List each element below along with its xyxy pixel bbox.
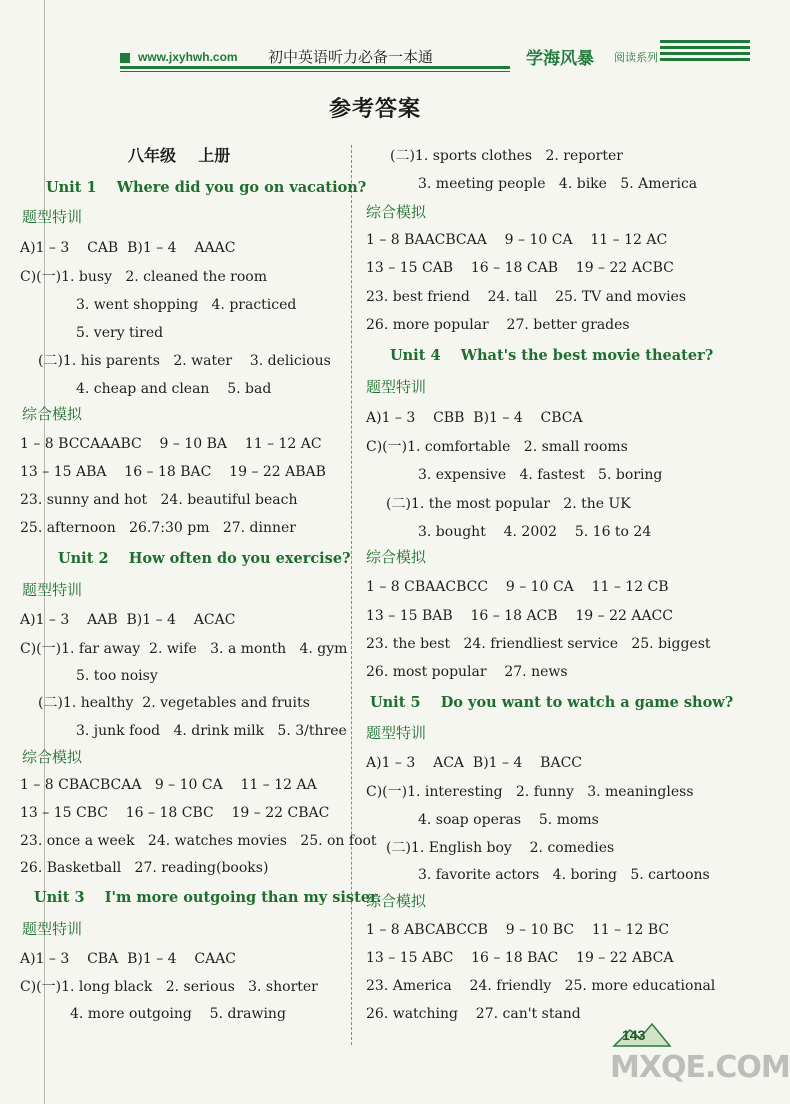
header-url: www.jxyhwh.com xyxy=(138,50,238,64)
header-rule xyxy=(120,66,510,69)
answer-line: 3. expensive 4. fastest 5. boring xyxy=(418,467,663,483)
answer-line: C)(一)1. comfortable 2. small rooms xyxy=(366,439,628,455)
page-title: 参考答案 xyxy=(328,96,421,122)
answer-line: (二)1. his parents 2. water 3. delicious xyxy=(38,353,331,369)
header-rule-thin xyxy=(120,71,510,72)
answer-line: 23. best friend 24. tall 25. TV and movies xyxy=(366,289,687,305)
answer-line: (二)1. English boy 2. comedies xyxy=(386,840,615,856)
answer-line: 26. Basketball 27. reading(books) xyxy=(20,860,269,876)
answer-line: 1 – 8 CBAACBCC 9 – 10 CA 11 – 12 CB xyxy=(366,579,669,595)
section-heading: 综合模拟 xyxy=(366,548,427,566)
section-heading: 题型特训 xyxy=(366,724,427,742)
answer-line: 25. afternoon 26.7:30 pm 27. dinner xyxy=(20,520,296,536)
answer-line: 23. the best 24. friendliest service 25. biggest xyxy=(366,636,711,652)
section-heading: 综合模拟 xyxy=(22,405,83,423)
answer-line: 1 – 8 ABCABCCB 9 – 10 BC 11 – 12 BC xyxy=(366,922,670,938)
answer-line: A)1 – 3 CBB B)1 – 4 CBCA xyxy=(366,410,583,426)
header-book-title: 初中英语听力必备一本通 xyxy=(268,48,434,66)
answer-line: 26. watching 27. can't stand xyxy=(366,1006,581,1022)
answer-line: 3. went shopping 4. practiced xyxy=(76,297,297,313)
grade-heading: 八年级 上册 xyxy=(128,146,231,165)
answer-line: 4. more outgoing 5. drawing xyxy=(70,1006,286,1022)
answer-line: 5. too noisy xyxy=(76,668,158,684)
section-heading: 题型特训 xyxy=(22,581,83,599)
section-heading: 题型特训 xyxy=(22,208,83,226)
answer-line: 26. most popular 27. news xyxy=(366,664,568,680)
column-divider xyxy=(351,145,353,1045)
answer-line: (二)1. sports clothes 2. reporter xyxy=(390,148,623,164)
answer-line: 1 – 8 BCCAAABC 9 – 10 BA 11 – 12 AC xyxy=(20,436,322,452)
watermark-text: MXQE.COM xyxy=(610,1050,790,1085)
answer-line: 1 – 8 CBACBCAA 9 – 10 CA 11 – 12 AA xyxy=(20,777,317,793)
answer-line: 23. sunny and hot 24. beautiful beach xyxy=(20,492,298,508)
binding-edge-rule xyxy=(44,0,45,1104)
brand-stripes-icon xyxy=(660,40,750,68)
answer-line: A)1 – 3 ACA B)1 – 4 BACC xyxy=(366,755,583,771)
answer-line: 3. favorite actors 4. boring 5. cartoons xyxy=(418,867,710,883)
answer-line: C)(一)1. far away 2. wife 3. a month 4. gym xyxy=(20,641,348,657)
unit-heading: Unit 5 Do you want to watch a game show? xyxy=(370,694,734,711)
answer-line: 5. very tired xyxy=(76,325,164,341)
answer-line: 3. bought 4. 2002 5. 16 to 24 xyxy=(418,524,652,540)
answer-line: 23. America 24. friendly 25. more educational xyxy=(366,978,716,994)
unit-heading: Unit 2 How often do you exercise? xyxy=(58,550,351,567)
answer-line: 3. junk food 4. drink milk 5. 3/three xyxy=(76,723,347,739)
answer-line: 3. meeting people 4. bike 5. America xyxy=(418,176,698,192)
section-heading: 综合模拟 xyxy=(366,892,427,910)
brand-series: 阅读系列 xyxy=(614,51,658,64)
answer-line: A)1 – 3 AAB B)1 – 4 ACAC xyxy=(20,612,236,628)
page-number: 143 xyxy=(622,1027,646,1043)
section-heading: 综合模拟 xyxy=(366,203,427,221)
unit-heading: Unit 4 What's the best movie theater? xyxy=(390,347,714,364)
section-heading: 题型特训 xyxy=(22,920,83,938)
answer-line: 23. once a week 24. watches movies 25. on foot xyxy=(20,833,377,849)
answer-line: 13 – 15 BAB 16 – 18 ACB 19 – 22 AACC xyxy=(366,608,673,624)
answer-line: 4. cheap and clean 5. bad xyxy=(76,381,272,397)
page-header xyxy=(0,0,750,78)
answer-line: C)(一)1. interesting 2. funny 3. meaningless xyxy=(366,784,694,800)
brand-logo-text: 学海风暴 xyxy=(526,49,594,69)
answer-line: 26. more popular 27. better grades xyxy=(366,317,630,333)
answer-line: 4. soap operas 5. moms xyxy=(418,812,599,828)
answer-line: 13 – 15 ABA 16 – 18 BAC 19 – 22 ABAB xyxy=(20,464,326,480)
answer-line: A)1 – 3 CBA B)1 – 4 CAAC xyxy=(20,951,237,967)
answer-line: 13 – 15 ABC 16 – 18 BAC 19 – 22 ABCA xyxy=(366,950,674,966)
section-heading: 综合模拟 xyxy=(22,748,83,766)
unit-heading: Unit 1 Where did you go on vacation? xyxy=(46,179,367,196)
answer-line: 13 – 15 CBC 16 – 18 CBC 19 – 22 CBAC xyxy=(20,805,330,821)
answer-line: A)1 – 3 CAB B)1 – 4 AAAC xyxy=(20,240,236,256)
answer-line: (二)1. the most popular 2. the UK xyxy=(386,496,631,512)
answer-line: C)(一)1. long black 2. serious 3. shorter xyxy=(20,979,318,995)
answer-line: C)(一)1. busy 2. cleaned the room xyxy=(20,269,268,285)
unit-heading: Unit 3 I'm more outgoing than my sister. xyxy=(34,889,382,906)
section-heading: 题型特训 xyxy=(366,378,427,396)
answer-line: 13 – 15 CAB 16 – 18 CAB 19 – 22 ACBC xyxy=(366,260,674,276)
answer-line: 1 – 8 BAACBCAA 9 – 10 CA 11 – 12 AC xyxy=(366,232,668,248)
header-square-icon xyxy=(120,53,130,63)
answer-line: (二)1. healthy 2. vegetables and fruits xyxy=(38,695,310,711)
